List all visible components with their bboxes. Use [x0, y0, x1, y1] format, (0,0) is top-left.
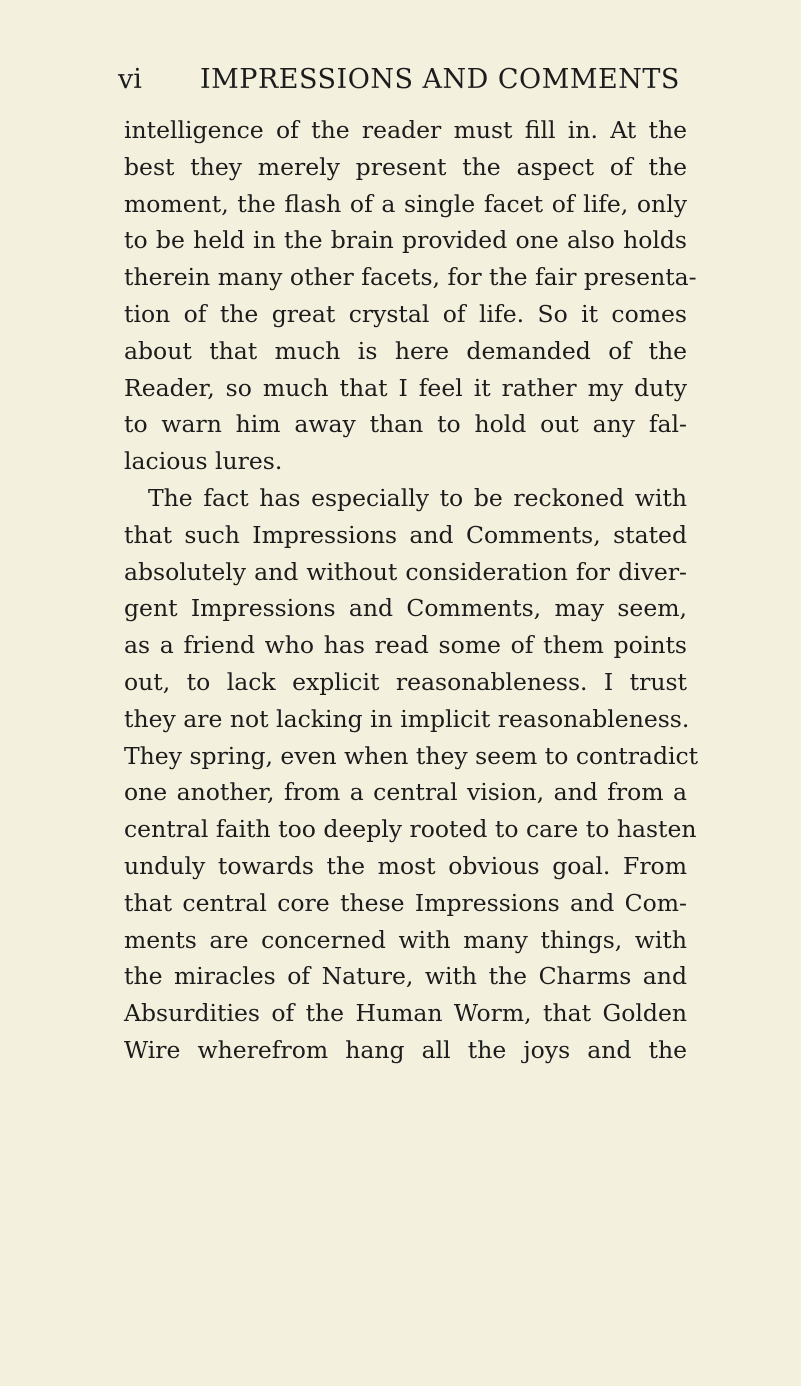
text-line: moment, the flash of a single facet of life, only	[124, 189, 687, 218]
text-line: they are not lacking in implicit reasonableness.	[124, 704, 690, 733]
text-line: therein many other facets, for the fair presenta-	[124, 263, 697, 292]
running-head	[118, 60, 688, 100]
text-line: central faith too deeply rooted to care to hasten	[124, 815, 697, 844]
text-line: Wire wherefrom hang all the joys and the	[124, 1035, 687, 1064]
text-line: out, to lack explicit reasonableness. I trust	[124, 667, 687, 696]
text-line: lacious lures.	[124, 447, 283, 476]
text-line: They spring, even when they seem to contradict	[124, 741, 699, 770]
running-title: IMPRESSIONS AND COMMENTS	[200, 64, 680, 95]
text-line: that such Impressions and Comments, stated	[124, 520, 687, 549]
text-line: The fact has especially to be reckoned with	[148, 483, 687, 512]
text-line: to warn him away than to hold out any fal-	[124, 410, 687, 439]
body-text	[124, 112, 699, 1069]
text-line: Absurdities of the Human Worm, that Golden	[124, 999, 687, 1028]
text-line: best they merely present the aspect of the	[124, 152, 687, 181]
text-line: tion of the great crystal of life. So it comes	[124, 299, 687, 328]
page-number: vi	[118, 64, 142, 95]
text-line: about that much is here demanded of the	[124, 336, 687, 365]
text-line: the miracles of Nature, with the Charms and	[124, 962, 687, 991]
text-line: gent Impressions and Comments, may seem,	[124, 594, 687, 623]
text-line: unduly towards the most obvious goal. From	[124, 851, 687, 880]
text-line: to be held in the brain provided one also holds	[124, 226, 687, 255]
text-line: ments are concerned with many things, with	[124, 925, 687, 954]
text-line: that central core these Impressions and Com-	[124, 888, 687, 917]
text-line: as a friend who has read some of them points	[124, 631, 687, 660]
text-line: intelligence of the reader must fill in. At the	[124, 116, 687, 144]
text-line: Reader, so much that I feel it rather my duty	[124, 373, 687, 402]
text-line: absolutely and without consideration for diver-	[124, 557, 687, 586]
text-line: one another, from a central vision, and from a	[124, 778, 687, 807]
